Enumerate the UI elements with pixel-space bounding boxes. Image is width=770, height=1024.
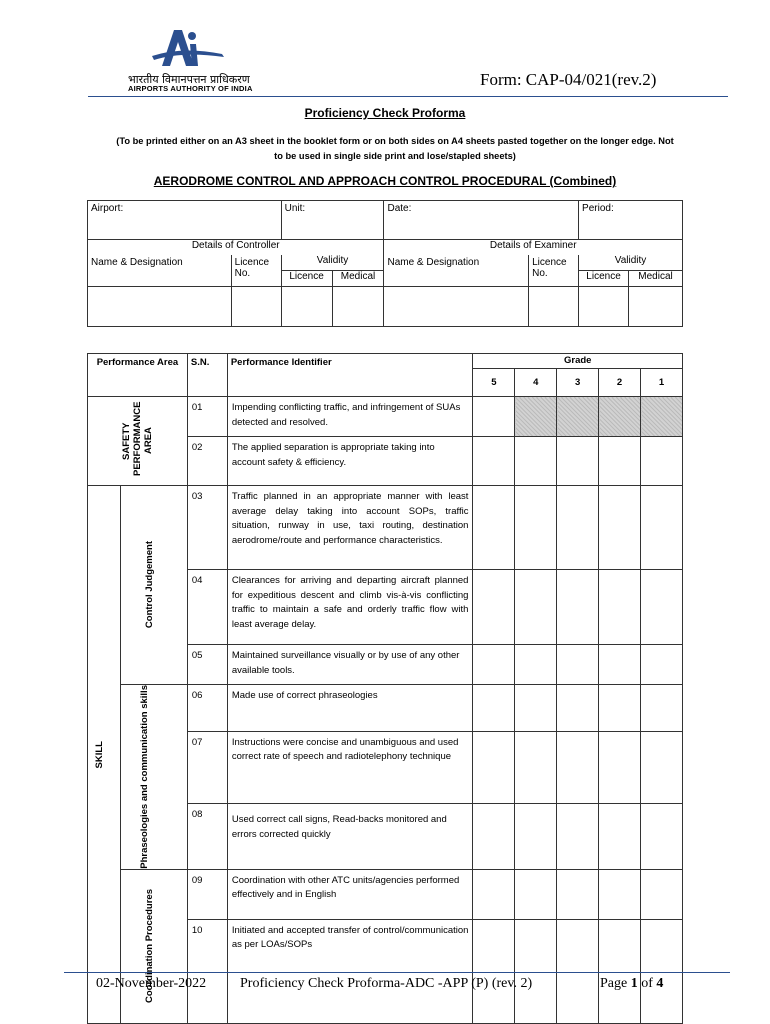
col-performance-area: Performance Area xyxy=(88,354,188,397)
identifier-cell: Maintained surveillance visually or by use of any other available tools. xyxy=(227,645,473,685)
grade-3-cell[interactable] xyxy=(557,804,599,869)
grade-4-cell[interactable] xyxy=(515,486,557,570)
grade-2-cell[interactable] xyxy=(599,570,641,645)
sub-coordination-cell xyxy=(120,869,187,1023)
grade-2-header: 2 xyxy=(599,369,641,397)
print-note: (To be printed either on an A3 sheet in the booklet form or on both sides on A4 sheets pasted together on the longer edge. Not to be used in single side print and lose/stapled sheets) xyxy=(116,136,674,161)
footer-date: 02-November-2022 xyxy=(96,976,207,991)
grade-3-header: 3 xyxy=(557,369,599,397)
unit-field[interactable]: Unit: xyxy=(281,201,384,240)
grade-1-cell[interactable] xyxy=(641,685,683,732)
sub-control-label: Control Judgement xyxy=(143,541,155,629)
form-number: Form: CAP-04/021(rev.2) xyxy=(480,70,657,89)
page-title: Proficiency Check Proforma xyxy=(304,106,466,120)
grade-2-cell[interactable] xyxy=(599,437,641,486)
examiner-name-input[interactable] xyxy=(384,287,529,327)
identifier-cell: Traffic planned in an appropriate manner with least average delay taking into account SOPs, traffic situation, runway in use, taxi routing, destination aerodrome/route and performance characteristics. xyxy=(227,486,473,570)
grade-3-cell[interactable] xyxy=(557,486,599,570)
sn-cell: 06 xyxy=(187,685,227,732)
grade-5-header: 5 xyxy=(473,369,515,397)
controller-licence-label: Licence No. xyxy=(231,255,281,287)
controller-licence-input[interactable] xyxy=(231,287,281,327)
identifier-cell: Instructions were concise and unambiguous and used correct rate of speech and radiotelephony technique xyxy=(227,731,473,804)
examiner-name-label: Name & Designation xyxy=(384,255,529,287)
sub-phraseology-cell xyxy=(120,685,187,870)
grade-1-cell[interactable] xyxy=(641,869,683,919)
identifier-cell: Clearances for arriving and departing aircraft planned for expeditious descent and climb vis-à-vis conflicting traffic to maintain a safe and orderly traffic flow with least average delay. xyxy=(227,570,473,645)
grade-2-cell[interactable] xyxy=(599,869,641,919)
table-row xyxy=(88,397,683,437)
grade-1-cell[interactable] xyxy=(641,731,683,804)
period-field[interactable]: Period: xyxy=(579,201,683,240)
examiner-licence-input[interactable] xyxy=(529,287,579,327)
identifier-cell: Initiated and accepted transfer of control/communication as per LOAs/SOPs xyxy=(227,919,473,1023)
grade-3-cell[interactable] xyxy=(557,570,599,645)
controller-medical-validity-input[interactable] xyxy=(332,287,384,327)
col-performance-identifier: Performance Identifier xyxy=(227,354,473,397)
examiner-licence-label: Licence No. xyxy=(529,255,579,287)
identifier-cell: Impending conflicting traffic, and infringement of SUAs detected and resolved. xyxy=(227,397,473,437)
grade-2-cell[interactable] xyxy=(599,645,641,685)
page-of: of xyxy=(637,976,657,991)
grade-1-cell[interactable] xyxy=(641,645,683,685)
grade-4-header: 4 xyxy=(515,369,557,397)
sn-cell: 01 xyxy=(187,397,227,437)
controller-heading: Details of Controller xyxy=(88,240,384,255)
grade-5-cell[interactable] xyxy=(473,685,515,732)
header-rule xyxy=(88,96,728,97)
controller-validity-label: Validity xyxy=(281,255,384,271)
grade-3-cell[interactable] xyxy=(557,731,599,804)
col-grade: Grade xyxy=(473,354,683,369)
examiner-medical-validity-input[interactable] xyxy=(629,287,683,327)
sn-cell: 09 xyxy=(187,869,227,919)
table-row xyxy=(88,486,683,570)
grade-2-cell xyxy=(599,397,641,437)
date-field[interactable]: Date: xyxy=(384,201,579,240)
area-skill-cell xyxy=(88,486,121,1024)
area-skill-label: SKILL xyxy=(93,740,105,769)
col-sn: S.N. xyxy=(187,354,227,397)
grade-2-cell[interactable] xyxy=(599,486,641,570)
grade-5-cell[interactable] xyxy=(473,486,515,570)
grade-4-cell xyxy=(515,397,557,437)
grade-5-cell[interactable] xyxy=(473,731,515,804)
grade-1-cell[interactable] xyxy=(641,437,683,486)
controller-licence-validity-input[interactable] xyxy=(281,287,332,327)
grade-3-cell[interactable] xyxy=(557,869,599,919)
page-current: 1 xyxy=(630,976,638,991)
grade-3-cell[interactable] xyxy=(557,645,599,685)
details-table xyxy=(87,200,683,327)
grade-4-cell[interactable] xyxy=(515,437,557,486)
examiner-medical-validity-label: Medical xyxy=(629,271,683,287)
controller-licence-validity-label: Licence xyxy=(281,271,332,287)
grade-3-cell xyxy=(557,397,599,437)
examiner-licence-validity-input[interactable] xyxy=(579,287,629,327)
identifier-cell: Coordination with other ATC units/agencies performed effectively and in English xyxy=(227,869,473,919)
page-total: 4 xyxy=(656,976,664,991)
grade-2-cell[interactable] xyxy=(599,685,641,732)
grade-4-cell[interactable] xyxy=(515,685,557,732)
org-english-name: AIRPORTS AUTHORITY OF INDIA xyxy=(128,84,253,93)
area-safety-label: SAFETY PERFORMANCE AREA xyxy=(121,401,155,476)
sub-phraseology-label: Phraseologies and communication skills xyxy=(138,685,150,869)
grade-4-cell[interactable] xyxy=(515,570,557,645)
grade-5-cell[interactable] xyxy=(473,437,515,486)
sn-cell: 03 xyxy=(187,486,227,570)
identifier-cell: Made use of correct phraseologies xyxy=(227,685,473,732)
org-hindi-name: भारतीय विमानपत्तन प्राधिकरण xyxy=(128,73,250,86)
grade-1-header: 1 xyxy=(641,369,683,397)
sn-cell: 04 xyxy=(187,570,227,645)
area-safety-cell xyxy=(88,397,188,486)
sn-cell: 08 xyxy=(187,804,227,869)
grade-5-cell[interactable] xyxy=(473,397,515,437)
identifier-cell: The applied separation is appropriate taking into account safety & efficiency. xyxy=(227,437,473,486)
airport-field[interactable]: Airport: xyxy=(88,201,282,240)
grade-2-cell[interactable] xyxy=(599,804,641,869)
sn-cell: 05 xyxy=(187,645,227,685)
table-row xyxy=(88,685,683,732)
examiner-licence-validity-label: Licence xyxy=(579,271,629,287)
grade-1-cell[interactable] xyxy=(641,486,683,570)
table-row xyxy=(88,869,683,919)
page-prefix: Page xyxy=(600,976,631,991)
grade-table xyxy=(87,353,683,1024)
grade-2-cell[interactable] xyxy=(599,731,641,804)
grade-1-cell[interactable] xyxy=(641,804,683,869)
sn-cell: 10 xyxy=(187,919,227,1023)
grade-1-cell[interactable] xyxy=(641,570,683,645)
footer-rule xyxy=(64,972,730,973)
sub-coordination-label: Coordination Procedures xyxy=(143,889,155,1004)
controller-name-input[interactable] xyxy=(88,287,232,327)
sn-cell: 07 xyxy=(187,731,227,804)
grade-1-cell xyxy=(641,397,683,437)
grade-5-cell[interactable] xyxy=(473,804,515,869)
grade-5-cell[interactable] xyxy=(473,869,515,919)
sn-cell: 02 xyxy=(187,437,227,486)
footer-doc-title: Proficiency Check Proforma-ADC -APP (P) (rev. 2) xyxy=(240,976,533,991)
examiner-validity-label: Validity xyxy=(579,255,683,271)
form-subtitle: AERODROME CONTROL AND APPROACH CONTROL PROCEDURAL (Combined) xyxy=(153,174,617,188)
grade-4-cell[interactable] xyxy=(515,731,557,804)
identifier-cell: Used correct call signs, Read-backs monitored and errors corrected quickly xyxy=(227,804,473,869)
sub-control-cell xyxy=(120,486,187,685)
grade-4-cell[interactable] xyxy=(515,869,557,919)
grade-3-cell[interactable] xyxy=(557,685,599,732)
controller-name-label: Name & Designation xyxy=(88,255,232,287)
grade-5-cell[interactable] xyxy=(473,645,515,685)
examiner-heading: Details of Examiner xyxy=(384,240,683,255)
footer-page xyxy=(600,976,663,992)
grade-3-cell[interactable] xyxy=(557,437,599,486)
grade-4-cell[interactable] xyxy=(515,804,557,869)
grade-5-cell[interactable] xyxy=(473,570,515,645)
controller-medical-validity-label: Medical xyxy=(332,271,384,287)
grade-4-cell[interactable] xyxy=(515,645,557,685)
